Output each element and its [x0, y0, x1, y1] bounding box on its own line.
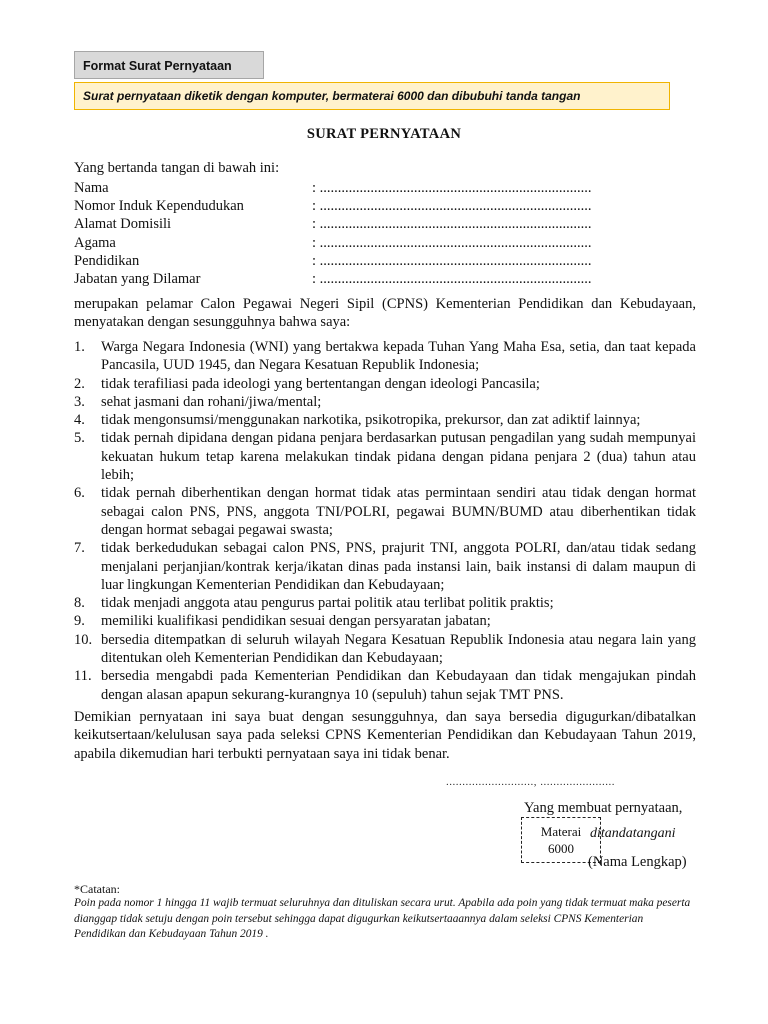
list-number: 6.	[74, 485, 85, 502]
field-label: Alamat Domisili	[74, 216, 172, 233]
place-date-line: ..........................., .......................	[446, 776, 615, 788]
statement-intro: merupakan pelamar Calon Pegawai Negeri Sipil (CPNS) Kementerian Pendidikan dan Kebudayaan, menyatakan dengan sesungguhnya bahwa saya:	[74, 296, 696, 331]
list-text: memiliki kualifikasi pendidikan sesuai dengan persyaratan jabatan;	[101, 613, 491, 630]
list-item	[74, 539, 696, 594]
list-item	[74, 338, 696, 375]
field-label: Agama	[74, 234, 116, 251]
list-item	[74, 631, 696, 668]
list-text: tidak pernah diberhentikan dengan hormat tidak atas permintaan sendiri atau tidak dengan hormat sebagai calon PNS, PNS, anggota TNI/POLRI, pegawai BUMN/BUMD atau diberhentikan tidak dengan hormat sebagai pegawai swasta;	[101, 485, 696, 538]
list-item	[74, 429, 696, 484]
signature-text: ditandatangani	[590, 826, 676, 841]
list-item	[74, 594, 696, 612]
format-label: Format Surat Pernyataan	[74, 51, 264, 79]
list-number: 8.	[74, 595, 85, 612]
stamp-value: 6000	[548, 841, 574, 856]
signer-label: Yang membuat pernyataan,	[524, 800, 683, 816]
field-row-jabatan	[74, 270, 634, 288]
field-value: : ...........................................................................	[312, 198, 592, 215]
footnote-title: *Catatan:	[74, 882, 120, 896]
document-title: SURAT PERNYATAAN	[306, 126, 462, 142]
list-item	[74, 411, 696, 429]
list-text: tidak pernah dipidana dengan pidana penjara berdasarkan putusan pengadilan yang sudah mempunyai kekuatan hukum tetap karena melakukan tindak pidana dengan pidana penjara 2 (dua) tahun atau lebih;	[101, 430, 696, 484]
list-text: tidak mengonsumsi/menggunakan narkotika, psikotropika, prekursor, dan zat adiktif lainnya;	[101, 412, 641, 429]
field-label: Nomor Induk Kependudukan	[74, 198, 244, 215]
footnote-text: Poin pada nomor 1 hingga 11 wajib termuat seluruhnya dan dituliskan secara urut. Apabila ada poin yang tidak termuat maka peserta dianggap tidak setuju dengan poin tersebut sehingga dapat digugurkan keikutsertaaannya dalam seleksi CPNS Kementerian Pendidikan dan Kebudayaan Tahun 2019 .	[74, 897, 691, 940]
list-item	[74, 393, 696, 411]
list-item	[74, 667, 696, 704]
list-number: 5.	[74, 430, 85, 447]
field-value: : ...........................................................................	[312, 180, 592, 196]
stamp-label: Materai	[540, 824, 582, 839]
list-number: 7.	[74, 540, 85, 557]
list-item	[74, 375, 696, 393]
list-number: 2.	[74, 375, 85, 392]
list-text: bersedia ditempatkan di seluruh wilayah Negara Kesatuan Republik Indonesia atau negara lain yang ditentukan oleh Kementerian Pendidikan dan Kebudayaan;	[101, 631, 696, 667]
list-text: bersedia mengabdi pada Kementerian Pendidikan dan Kebudayaan dan tidak mengajukan pindah dengan alasan apapun sekurang-kurangnya 10 (sepuluh) tahun sejak TMT PNS.	[101, 668, 696, 703]
field-row-alamat	[74, 215, 634, 233]
identity-fields	[74, 179, 634, 288]
field-row-agama	[74, 234, 634, 252]
field-label: Jabatan yang Dilamar	[74, 270, 201, 287]
field-value: : ...........................................................................	[312, 216, 592, 233]
field-value: : ...........................................................................	[312, 234, 592, 251]
field-value: : ...........................................................................	[312, 252, 592, 269]
list-number: 4.	[74, 412, 85, 429]
instruction-note: Surat pernyataan diketik dengan komputer, bermaterai 6000 dan dibubuhi tanda tangan	[74, 82, 670, 110]
field-label: Pendidikan	[74, 252, 140, 269]
list-item	[74, 484, 696, 539]
field-label: Nama	[74, 180, 109, 196]
list-number: 3.	[74, 393, 85, 410]
list-item	[74, 612, 696, 630]
field-row-nama	[74, 179, 634, 197]
field-value: : ...........................................................................	[312, 270, 592, 287]
list-number: 9.	[74, 613, 85, 630]
list-text: tidak menjadi anggota atau pengurus partai politik atau terlibat politik praktis;	[101, 595, 554, 612]
list-text: tidak terafiliasi pada ideologi yang bertentangan dengan ideologi Pancasila;	[101, 375, 540, 392]
closing-paragraph: Demikian pernyataan ini saya buat dengan sesungguhnya, dan saya bersedia digugurkan/dibatalkan keikutsertaan/kelulusan saya pada seleksi CPNS Kementerian Pendidikan dan Kebudayaan Tahun 2019, apabila dikemudian hari terbukti pernyataan saya ini tidak benar.	[74, 709, 696, 762]
list-text: sehat jasmani dan rohani/jiwa/mental;	[101, 393, 322, 410]
list-text: tidak berkedudukan sebagai calon PNS, PNS, prajurit TNI, anggota POLRI, dan/atau tidak sedang menjalani perjanjian/kontrak kerja/ikatan dinas pada instansi lain, baik instansi di dalam maupun di luar lingkungan Kementerian Pendidikan dan Kebudayaan;	[101, 540, 696, 593]
list-number: 1.	[74, 339, 85, 355]
field-row-pendidikan	[74, 252, 634, 270]
list-number: 10.	[74, 631, 93, 648]
list-number: 11.	[74, 668, 92, 685]
full-name-label: (Nama Lengkap)	[588, 854, 687, 870]
field-row-nik	[74, 197, 634, 215]
list-text: Warga Negara Indonesia (WNI) yang bertakwa kepada Tuhan Yang Maha Esa, setia, dan taat kepada Pancasila, UUD 1945, dan Negara Kesatuan Republik Indonesia;	[101, 339, 696, 374]
statement-list	[74, 338, 696, 704]
intro-text: Yang bertanda tangan di bawah ini:	[74, 160, 280, 176]
